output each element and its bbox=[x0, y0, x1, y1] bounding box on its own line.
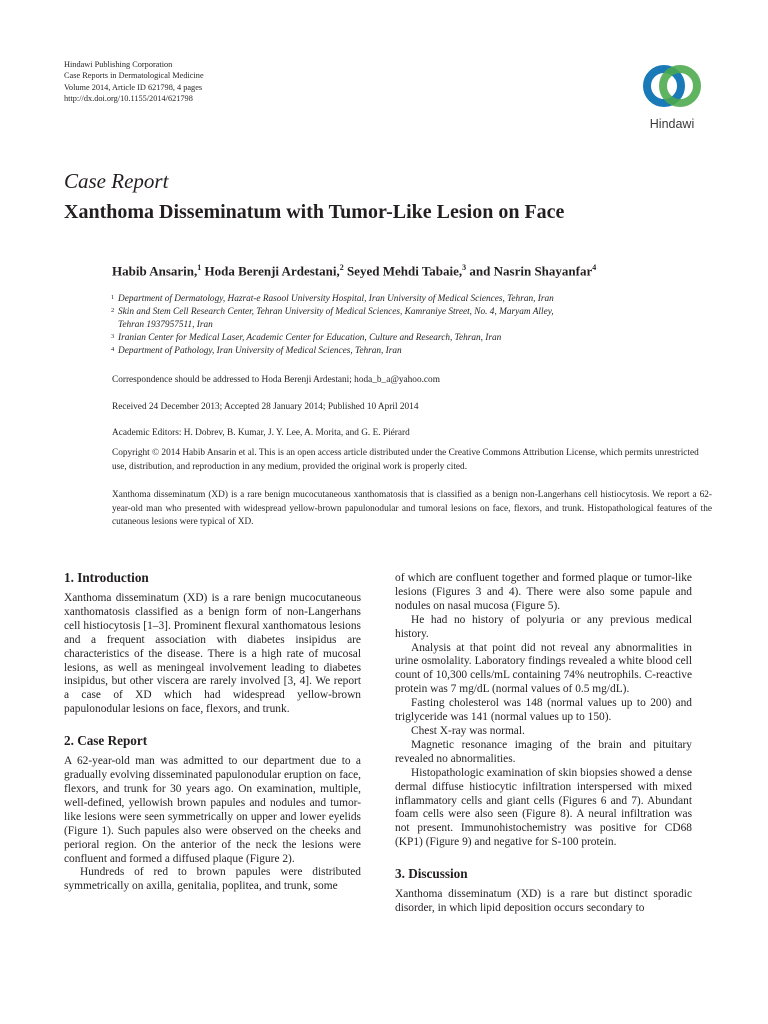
journal-name: Case Reports in Dermatological Medicine bbox=[64, 71, 204, 81]
affiliations bbox=[112, 293, 554, 358]
author-name: Seyed Mehdi Tabaie, bbox=[343, 263, 463, 279]
hindawi-logo-text: Hindawi bbox=[649, 117, 695, 131]
paragraph: Hundreds of red to brown papules were distributed symmetrically on axilla, genitalia, poplitea, and trunk, some bbox=[64, 866, 361, 893]
affiliation-item: 1 Department of Dermatology, Hazrat-e Rasool University Hospital, Iran University of Medical Sciences, Tehran, Iran bbox=[111, 294, 554, 304]
section-heading: 2. Case Report bbox=[64, 733, 148, 749]
paragraph: Xanthoma disseminatum (XD) is a rare benign mucocutaneous xanthomatosis classified as a benign form of non-Langerhans cell histiocytosis [1–3]. Prominent flexural xanthomatous lesions and a frequent association with diabetes insipidus are characteristics of the disease. There is a high rate of mucosal lesions, as well as meningeal involvement leading to diabetes insipidus, but other viscera are rarely involved [3, 4]. We report a case of XD which had widespread yellow-brown papulonodular lesions on face, flexors, and trunk. bbox=[64, 592, 361, 716]
author-affiliation-mark: 2 bbox=[339, 263, 344, 272]
affiliation-item: 3 Iranian Center for Medical Laser, Academic Center for Education, Culture and Research, Tehran, Iran bbox=[111, 333, 502, 343]
author-list bbox=[112, 263, 596, 279]
paragraph: Xanthoma disseminatum (XD) is a rare but distinct sporadic disorder, in which lipid deposition occurs secondary to bbox=[395, 888, 692, 915]
journal-header bbox=[64, 59, 204, 104]
section-heading: 1. Introduction bbox=[64, 570, 149, 585]
paragraph: A 62-year-old man was admitted to our department due to a gradually evolving disseminated papulonodular eruption on face, flexors, and trunk for 30 years ago. On examination, multiple, well-defined, yellowish brown papules and nodules and tumor-like lesions were seen symmetrically on upper and lower eyelids (Figure 1). Such papules also were observed on the cheeks and perioral region. On the anterior of the neck the lesions were confluent and formed a diffused plaque (Figure 2). bbox=[64, 755, 361, 865]
doi-link[interactable]: http://dx.doi.org/10.1155/2014/621798 bbox=[64, 93, 193, 103]
correspondence: Correspondence should be addressed to Hoda Berenji Ardestani; hoda_b_a@yahoo.com bbox=[112, 375, 440, 385]
affiliation-item: 2 Skin and Stem Cell Research Center, Tehran University of Medical Sciences, Kamraniye Street, No. 4, Maryam Alley, bbox=[111, 307, 554, 317]
article-type: Case Report bbox=[64, 169, 169, 193]
paragraph: Analysis at that point did not reveal any abnormalities in urine osmolality. Laboratory findings revealed a white blood cell count of 10,300 cells/mL containing 74% neutrophils. C-reactive protein was 7 mg/dL (normal values of 0.5 mg/dL). bbox=[395, 641, 692, 696]
paragraph: of which are confluent together and formed plaque or tumor-like lesions (Figures 3 and 4). There were also some papule and nodules on nasal mucosa (Figure 5). bbox=[395, 572, 692, 612]
academic-editors: Academic Editors: H. Dobrev, B. Kumar, J. Y. Lee, A. Morita, and G. E. Piérard bbox=[112, 428, 410, 438]
right-column bbox=[395, 572, 692, 916]
section-heading: 3. Discussion bbox=[395, 866, 468, 882]
article-title: Xanthoma Disseminatum with Tumor-Like Lesion on Face bbox=[64, 201, 565, 223]
volume-info: Volume 2014, Article ID 621798, 4 pages bbox=[64, 82, 203, 92]
publisher-name: Hindawi Publishing Corporation bbox=[64, 60, 173, 69]
affiliation-continuation: Tehran 1937957511, Iran bbox=[118, 320, 213, 330]
author-affiliation-mark: 4 bbox=[592, 263, 597, 272]
paragraph: Fasting cholesterol was 148 (normal values up to 200) and triglyceride was 141 (normal values up to 150). bbox=[395, 697, 692, 724]
author-affiliation-mark: 3 bbox=[462, 263, 467, 272]
paragraph: He had no history of polyuria or any previous medical history. bbox=[395, 613, 692, 640]
paragraph: Chest X-ray was normal. bbox=[411, 724, 525, 737]
paragraph: Histopathologic examination of skin biopsies showed a dense dermal diffuse histiocytic infiltration interspersed with mixed inflammatory cells and giant cells (Figures 6 and 7). Abundant foam cells were also seen (Figure 8). A neural infiltration was not present. Immunohistochemistry was positive for CD68 (KP1) (Figure 9) and negative for S-100 protein. bbox=[395, 766, 692, 849]
publication-dates: Received 24 December 2013; Accepted 28 January 2014; Published 10 April 2014 bbox=[112, 402, 419, 412]
author-name: and Nasrin Shayanfar bbox=[466, 263, 593, 279]
copyright-notice: Copyright © 2014 Habib Ansarin et al. This is an open access article distributed under the Creative Commons Attribution License, which permits unrestricted use, distribution, and reproduction in any medium, provided the original work is properly cited. bbox=[112, 448, 699, 472]
author-name: Hoda Berenji Ardestani, bbox=[201, 263, 340, 279]
abstract: Xanthoma disseminatum (XD) is a rare benign mucocutaneous xanthomatosis that is classified as a benign non-Langerhans cell histiocytosis. We report a 62-year-old man who presented with widespread yellow-brown papulonodular and tumoral lesions on face, flexors, and trunk. Histopathological features of the cutaneous lesions were typical of XD. bbox=[112, 490, 712, 527]
paragraph: Magnetic resonance imaging of the brain and pituitary revealed no abnormalities. bbox=[395, 738, 692, 765]
affiliation-item: 4 Department of Pathology, Iran University of Medical Sciences, Tehran, Iran bbox=[111, 346, 402, 356]
author-name: Habib Ansarin, bbox=[112, 263, 198, 279]
left-column bbox=[64, 570, 361, 894]
author-affiliation-mark: 1 bbox=[197, 263, 202, 272]
